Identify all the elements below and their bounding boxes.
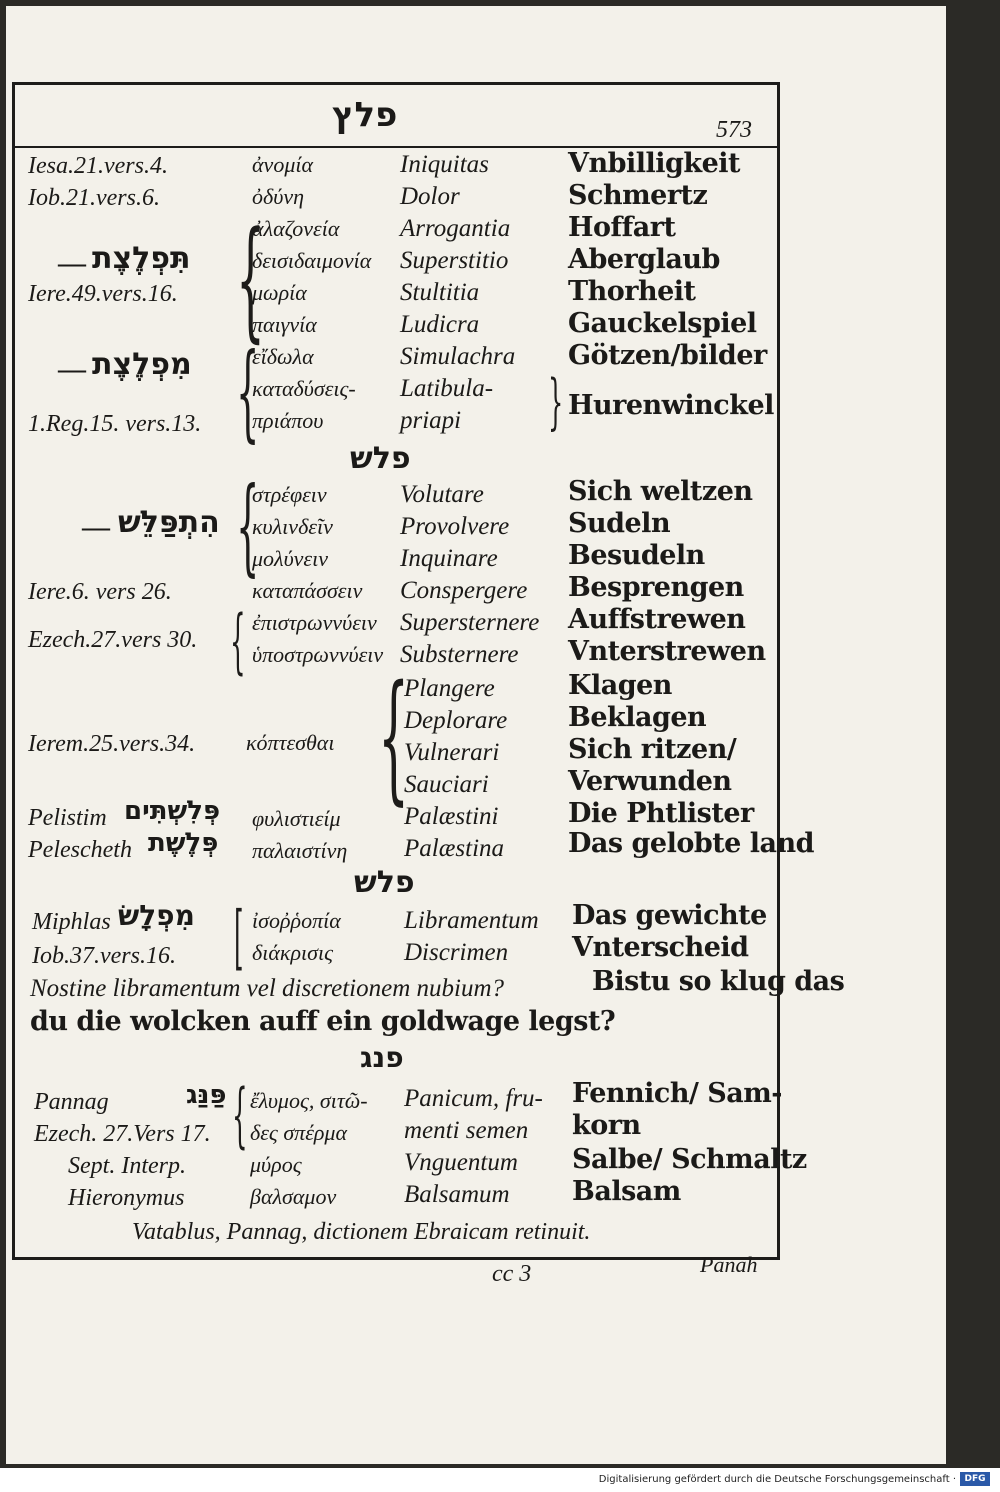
german-vnbilligkeit: Vnbilligkeit: [568, 148, 740, 179]
hebrew-miphlezeth: מִפְלֶצֶת: [92, 347, 192, 382]
catchword: Panah: [700, 1252, 758, 1277]
german-besudeln: Besudeln: [568, 540, 705, 571]
greek-paignia: παιγνία: [252, 312, 317, 337]
latin-panicum: Panicum, fru-: [404, 1085, 543, 1112]
latin-dolor: Dolor: [400, 183, 460, 210]
latin-arrogantia: Arrogantia: [400, 215, 511, 242]
hebrew-miphlas: מִפְלָשׂ: [118, 899, 195, 932]
page-number: 573: [716, 117, 752, 143]
german-klagen: Klagen: [568, 670, 672, 701]
latin-volutare: Volutare: [400, 481, 484, 508]
brace-huren: }: [548, 367, 564, 437]
german-vnterscheid: Vnterscheid: [572, 932, 749, 963]
greek-molynein: μολύνειν: [252, 546, 328, 571]
greek-sperma: δες σπέρμα: [250, 1120, 348, 1145]
german-sich-ritzen: Sich ritzen/: [568, 734, 737, 765]
latin-balsamum: Balsamum: [404, 1181, 510, 1208]
greek-diakrisis: διάκρισις: [252, 940, 334, 965]
german-question-1: Bistu so klug das: [592, 966, 845, 997]
hebrew-pelesheth: פְּלֶשֶׁת: [148, 828, 219, 858]
brace-miphlas: [: [234, 896, 244, 978]
greek-kylindein: κυλινδεῖν: [252, 514, 333, 539]
greek-alazoneia: ἀλαζονεία: [252, 216, 340, 241]
latin-iniquitas: Iniquitas: [400, 151, 489, 178]
latin-superstitio: Superstitio: [400, 247, 509, 274]
hebrew-tiphlezeth: תִּפְלֶצֶת: [92, 241, 191, 276]
german-hurenwinckel: Hurenwinckel: [568, 390, 774, 421]
german-auffstrewen: Auffstrewen: [568, 604, 746, 635]
dfg-logo: DFG: [960, 1472, 990, 1486]
brace-miphlezeth: {: [236, 331, 260, 453]
german-das-gewichte: Das gewichte: [572, 900, 767, 931]
latin-priapi: priapi: [400, 407, 462, 434]
section-heading-pls: פלש: [350, 441, 411, 476]
latin-palaestini: Palæstini: [404, 803, 499, 830]
greek-koptesthai: κόπτεσθαι: [246, 730, 335, 755]
german-question-2: du die wolcken auff ein goldwage legst?: [30, 1006, 616, 1037]
latin-simulachra: Simulachra: [400, 343, 516, 370]
latin-deplorare: Deplorare: [404, 707, 508, 734]
german-das-gelobte-land: Das gelobte land: [568, 828, 815, 859]
ref-iesa: Iesa.21.vers.4.: [28, 153, 168, 179]
german-balsam: Balsam: [572, 1176, 681, 1207]
hebrew-hithpallesh: הִתְפַּלֵּשׁ: [118, 505, 220, 540]
dash-tiphlezeth: —: [58, 248, 86, 279]
greek-eidola: εἴδωλα: [252, 344, 314, 369]
hebrew-pelishtim: פְּלִשְׁתִּים: [124, 796, 221, 826]
ref-pelescheth: Pelescheth: [28, 837, 132, 863]
greek-odyne: ὀδύνη: [252, 184, 305, 209]
latin-question: Nostine libramentum vel discretionem nubium?: [30, 975, 505, 1002]
german-korn: korn: [572, 1110, 641, 1141]
footer-credit: Digitalisierung gefördert durch die Deutsche Forschungsgemeinschaft ·: [598, 1474, 956, 1485]
ref-ezech27-17: Ezech. 27.Vers 17.: [34, 1121, 211, 1147]
latin-supersternere: Supersternere: [400, 609, 540, 636]
ref-iere6: Iere.6. vers 26.: [28, 579, 172, 605]
latin-conspergere: Conspergere: [400, 577, 528, 604]
section-heading-png: פנג: [360, 1041, 404, 1074]
german-vnterstrewen: Vnterstrewen: [568, 636, 766, 667]
latin-menti-semen: menti semen: [404, 1117, 529, 1144]
header-hebrew: פלץ: [332, 95, 398, 135]
greek-hypostronnyein: ὑποστρωννύειν: [252, 642, 384, 667]
greek-strephein: στρέφειν: [252, 482, 327, 507]
latin-ludicra: Ludicra: [400, 311, 480, 338]
latin-stultitia: Stultitia: [400, 279, 480, 306]
latin-plangere: Plangere: [404, 675, 495, 702]
latin-inquinare: Inquinare: [400, 545, 498, 572]
greek-katadyseis: καταδύσεις-: [252, 376, 356, 401]
ref-iob37: Iob.37.vers.16.: [32, 943, 176, 969]
latin-latibula: Latibula-: [400, 375, 494, 402]
latin-vulnerari: Vulnerari: [404, 739, 500, 766]
german-gauckelspiel: Gauckelspiel: [568, 308, 757, 339]
ref-pelistim: Pelistim: [28, 805, 107, 831]
ref-iob21: Iob.21.vers.6.: [28, 185, 160, 211]
greek-isorrhopia: ἰσοῤῥοπία: [252, 908, 341, 933]
german-goetzenbilder: Götzen/bilder: [568, 340, 767, 371]
german-hoffart: Hoffart: [568, 212, 676, 243]
ref-hieronymus: Hieronymus: [68, 1185, 185, 1211]
section-heading-pls2: פלש: [354, 865, 415, 900]
german-verwunden: Verwunden: [568, 766, 732, 797]
brace-ierem: {: [378, 656, 410, 819]
ref-ierem25: Ierem.25.vers.34.: [28, 731, 196, 757]
greek-balsamon: βαλσαμον: [250, 1184, 337, 1209]
latin-sauciari: Sauciari: [404, 771, 489, 798]
greek-priapou: πριάπου: [252, 408, 324, 433]
german-beklagen: Beklagen: [568, 702, 707, 733]
german-schmertz: Schmertz: [568, 180, 708, 211]
dash-hithpallesh: —: [82, 512, 110, 543]
german-besprengen: Besprengen: [568, 572, 744, 603]
greek-myros: μύρος: [250, 1152, 302, 1177]
latin-vnguentum: Vnguentum: [404, 1149, 518, 1176]
greek-anomia: ἀνομία: [252, 152, 314, 177]
ref-ezech27-30: Ezech.27.vers 30.: [28, 627, 198, 653]
german-thorheit: Thorheit: [568, 276, 696, 307]
ref-iere49: Iere.49.vers.16.: [28, 281, 178, 307]
german-die-phtlister: Die Phtlister: [568, 798, 754, 829]
latin-provolvere: Provolvere: [400, 513, 510, 540]
greek-palaistine: παλαιστίνη: [252, 838, 348, 863]
german-sich-weltzen: Sich weltzen: [568, 476, 753, 507]
greek-moria: μωρία: [252, 280, 307, 305]
latin-palaestina: Palæstina: [404, 835, 505, 862]
greek-phylistieim: φυλιστιείμ: [252, 806, 341, 831]
greek-epistronnyein: ἐπιστρωννύειν: [252, 610, 377, 635]
german-salbe-schmaltz: Salbe/ Schmaltz: [572, 1144, 807, 1175]
german-aberglaub: Aberglaub: [568, 244, 720, 275]
ref-pannag: Pannag: [34, 1089, 109, 1115]
brace-pannag: {: [232, 1074, 248, 1156]
ref-1reg15: 1.Reg.15. vers.13.: [28, 411, 202, 437]
hebrew-pannag: פַּנַּג: [186, 1080, 227, 1110]
greek-elymos: ἔλυμος, σιτῶ-: [250, 1088, 368, 1113]
greek-deisidaimonia: δεισιδαιμονία: [252, 248, 372, 273]
latin-substernere: Substernere: [400, 641, 519, 668]
ref-miphlas: Miphlas: [32, 909, 111, 935]
latin-libramentum: Libramentum: [404, 907, 539, 934]
brace-tiphlezeth: {: [236, 203, 265, 355]
latin-discrimen: Discrimen: [404, 939, 509, 966]
german-fennich: Fennich/ Sam-: [572, 1078, 782, 1109]
german-sudeln: Sudeln: [568, 508, 671, 539]
greek-katapassein: καταπάσσειν: [252, 578, 363, 603]
brace-ezech: {: [230, 600, 246, 682]
vatablus-note: Vatablus, Pannag, dictionem Ebraicam retinuit.: [132, 1219, 591, 1245]
digitization-footer: [0, 1468, 1000, 1492]
ref-sept-interp: Sept. Interp.: [68, 1153, 186, 1179]
dash-miphlezeth: —: [58, 354, 86, 385]
signature-mark: cc 3: [492, 1261, 532, 1287]
brace-hithpallesh: {: [236, 465, 260, 587]
